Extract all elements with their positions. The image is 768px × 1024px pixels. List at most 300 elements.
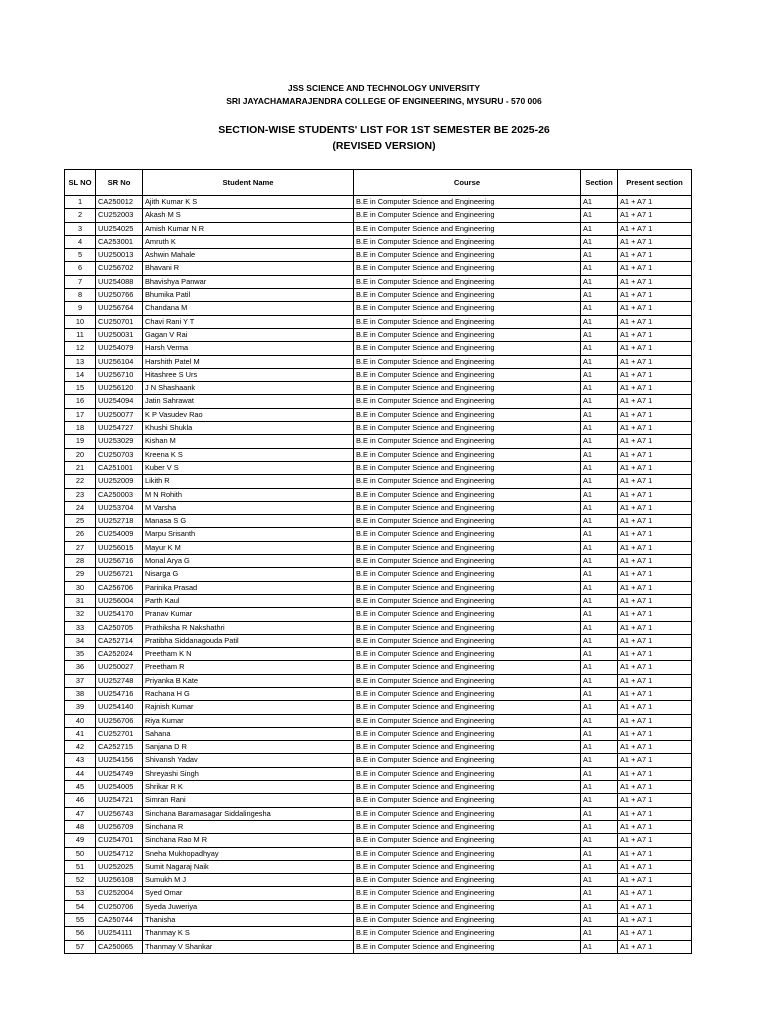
course-cell: B.E in Computer Science and Engineering	[354, 528, 581, 541]
student-name-cell: Sumit Nagaraj Naik	[143, 860, 354, 873]
sl-no-cell: 32	[65, 608, 96, 621]
student-name-cell: Khushi Shukla	[143, 422, 354, 435]
sr-no-cell: CU250703	[96, 448, 143, 461]
course-cell: B.E in Computer Science and Engineering	[354, 368, 581, 381]
sr-no-cell: UU254111	[96, 927, 143, 940]
course-cell: B.E in Computer Science and Engineering	[354, 209, 581, 222]
student-name-cell: Sinchana Baramasagar Siddalingesha	[143, 807, 354, 820]
sl-no-cell: 18	[65, 422, 96, 435]
course-cell: B.E in Computer Science and Engineering	[354, 754, 581, 767]
sr-no-cell: CA250003	[96, 488, 143, 501]
table-row	[65, 674, 692, 687]
sl-no-cell: 57	[65, 940, 96, 953]
student-name-cell: Likith R	[143, 475, 354, 488]
sl-no-cell: 44	[65, 767, 96, 780]
sr-no-cell: UU256108	[96, 874, 143, 887]
sl-no-cell: 53	[65, 887, 96, 900]
col-header-sr-no: SR No	[96, 170, 143, 196]
sr-no-cell: UU256104	[96, 355, 143, 368]
student-name-cell: M N Rohith	[143, 488, 354, 501]
sl-no-cell: 46	[65, 794, 96, 807]
sr-no-cell: UU254005	[96, 781, 143, 794]
sl-no-cell: 14	[65, 368, 96, 381]
sl-no-cell: 12	[65, 342, 96, 355]
sl-no-cell: 39	[65, 701, 96, 714]
student-name-cell: K P Vasudev Rao	[143, 408, 354, 421]
table-row	[65, 541, 692, 554]
student-name-cell: Syeda Juweriya	[143, 900, 354, 913]
student-name-cell: Sinchana R	[143, 820, 354, 833]
section-cell: A1	[581, 302, 618, 315]
student-name-cell: Kishan M	[143, 435, 354, 448]
sr-no-cell: CA253001	[96, 235, 143, 248]
section-cell: A1	[581, 328, 618, 341]
course-cell: B.E in Computer Science and Engineering	[354, 608, 581, 621]
sr-no-cell: UU254170	[96, 608, 143, 621]
section-cell: A1	[581, 408, 618, 421]
sl-no-cell: 52	[65, 874, 96, 887]
sl-no-cell: 47	[65, 807, 96, 820]
sr-no-cell: UU256710	[96, 368, 143, 381]
sr-no-cell: CU252701	[96, 727, 143, 740]
sl-no-cell: 31	[65, 594, 96, 607]
course-cell: B.E in Computer Science and Engineering	[354, 887, 581, 900]
student-name-cell: Parinika Prasad	[143, 581, 354, 594]
course-cell: B.E in Computer Science and Engineering	[354, 422, 581, 435]
sr-no-cell: UU256764	[96, 302, 143, 315]
table-row	[65, 328, 692, 341]
table-row	[65, 395, 692, 408]
section-cell: A1	[581, 528, 618, 541]
section-cell: A1	[581, 581, 618, 594]
present-section-cell: A1 + A7 1	[618, 355, 692, 368]
student-name-cell: Parth Kaul	[143, 594, 354, 607]
section-cell: A1	[581, 368, 618, 381]
student-name-cell: Chandana M	[143, 302, 354, 315]
student-name-cell: Sanjana D R	[143, 741, 354, 754]
section-cell: A1	[581, 355, 618, 368]
present-section-cell: A1 + A7 1	[618, 222, 692, 235]
course-cell: B.E in Computer Science and Engineering	[354, 196, 581, 209]
present-section-cell: A1 + A7 1	[618, 488, 692, 501]
sr-no-cell: UU254716	[96, 687, 143, 700]
course-cell: B.E in Computer Science and Engineering	[354, 701, 581, 714]
present-section-cell: A1 + A7 1	[618, 900, 692, 913]
table-row	[65, 741, 692, 754]
present-section-cell: A1 + A7 1	[618, 262, 692, 275]
sl-no-cell: 37	[65, 674, 96, 687]
present-section-cell: A1 + A7 1	[618, 860, 692, 873]
table-row	[65, 355, 692, 368]
present-section-cell: A1 + A7 1	[618, 368, 692, 381]
sr-no-cell: UU252748	[96, 674, 143, 687]
section-cell: A1	[581, 541, 618, 554]
course-cell: B.E in Computer Science and Engineering	[354, 927, 581, 940]
sr-no-cell: UU254140	[96, 701, 143, 714]
present-section-cell: A1 + A7 1	[618, 501, 692, 514]
course-cell: B.E in Computer Science and Engineering	[354, 328, 581, 341]
course-cell: B.E in Computer Science and Engineering	[354, 594, 581, 607]
table-row	[65, 820, 692, 833]
student-name-cell: Kuber V S	[143, 461, 354, 474]
course-cell: B.E in Computer Science and Engineering	[354, 475, 581, 488]
sl-no-cell: 10	[65, 315, 96, 328]
sl-no-cell: 17	[65, 408, 96, 421]
present-section-cell: A1 + A7 1	[618, 754, 692, 767]
student-name-cell: Priyanka B Kate	[143, 674, 354, 687]
table-row	[65, 807, 692, 820]
present-section-cell: A1 + A7 1	[618, 874, 692, 887]
course-cell: B.E in Computer Science and Engineering	[354, 275, 581, 288]
section-cell: A1	[581, 781, 618, 794]
student-name-cell: Shreyashi Singh	[143, 767, 354, 780]
student-name-cell: Ajith Kumar K S	[143, 196, 354, 209]
sl-no-cell: 43	[65, 754, 96, 767]
table-header-row	[65, 170, 692, 196]
sl-no-cell: 5	[65, 249, 96, 262]
present-section-cell: A1 + A7 1	[618, 461, 692, 474]
course-cell: B.E in Computer Science and Engineering	[354, 727, 581, 740]
sl-no-cell: 41	[65, 727, 96, 740]
section-cell: A1	[581, 422, 618, 435]
student-name-cell: Sneha Mukhopadhyay	[143, 847, 354, 860]
present-section-cell: A1 + A7 1	[618, 196, 692, 209]
sr-no-cell: UU250766	[96, 289, 143, 302]
section-cell: A1	[581, 927, 618, 940]
table-row	[65, 648, 692, 661]
sl-no-cell: 20	[65, 448, 96, 461]
student-name-cell: Shrikar R K	[143, 781, 354, 794]
table-row	[65, 914, 692, 927]
section-cell: A1	[581, 661, 618, 674]
course-cell: B.E in Computer Science and Engineering	[354, 914, 581, 927]
present-section-cell: A1 + A7 1	[618, 395, 692, 408]
col-header-sl-no: SL NO	[65, 170, 96, 196]
course-cell: B.E in Computer Science and Engineering	[354, 621, 581, 634]
section-cell: A1	[581, 262, 618, 275]
sr-no-cell: UU252718	[96, 515, 143, 528]
sl-no-cell: 22	[65, 475, 96, 488]
student-name-cell: Sumukh M J	[143, 874, 354, 887]
section-cell: A1	[581, 448, 618, 461]
table-row	[65, 408, 692, 421]
section-cell: A1	[581, 900, 618, 913]
present-section-cell: A1 + A7 1	[618, 408, 692, 421]
student-name-cell: Chavi Rani Y T	[143, 315, 354, 328]
student-name-cell: Gagan V Rai	[143, 328, 354, 341]
present-section-cell: A1 + A7 1	[618, 834, 692, 847]
table-row	[65, 488, 692, 501]
section-cell: A1	[581, 860, 618, 873]
section-cell: A1	[581, 249, 618, 262]
table-row	[65, 887, 692, 900]
sr-no-cell: UU254749	[96, 767, 143, 780]
sl-no-cell: 1	[65, 196, 96, 209]
table-row	[65, 342, 692, 355]
course-cell: B.E in Computer Science and Engineering	[354, 382, 581, 395]
section-cell: A1	[581, 235, 618, 248]
sl-no-cell: 49	[65, 834, 96, 847]
section-cell: A1	[581, 461, 618, 474]
course-cell: B.E in Computer Science and Engineering	[354, 408, 581, 421]
sr-no-cell: CA252714	[96, 634, 143, 647]
table-row	[65, 927, 692, 940]
section-cell: A1	[581, 687, 618, 700]
present-section-cell: A1 + A7 1	[618, 794, 692, 807]
table-row	[65, 422, 692, 435]
sl-no-cell: 13	[65, 355, 96, 368]
student-name-cell: Sinchana Rao M R	[143, 834, 354, 847]
student-name-cell: M Varsha	[143, 501, 354, 514]
sl-no-cell: 50	[65, 847, 96, 860]
course-cell: B.E in Computer Science and Engineering	[354, 767, 581, 780]
student-list-table	[64, 169, 692, 954]
present-section-cell: A1 + A7 1	[618, 701, 692, 714]
student-name-cell: Thanmay V Shankar	[143, 940, 354, 953]
sl-no-cell: 9	[65, 302, 96, 315]
sr-no-cell: CU252003	[96, 209, 143, 222]
course-cell: B.E in Computer Science and Engineering	[354, 714, 581, 727]
present-section-cell: A1 + A7 1	[618, 475, 692, 488]
table-row	[65, 594, 692, 607]
section-cell: A1	[581, 648, 618, 661]
sr-no-cell: UU256004	[96, 594, 143, 607]
present-section-cell: A1 + A7 1	[618, 289, 692, 302]
sr-no-cell: UU253029	[96, 435, 143, 448]
table-row	[65, 262, 692, 275]
present-section-cell: A1 + A7 1	[618, 594, 692, 607]
course-cell: B.E in Computer Science and Engineering	[354, 874, 581, 887]
student-name-cell: Marpu Srisanth	[143, 528, 354, 541]
table-row	[65, 621, 692, 634]
section-cell: A1	[581, 820, 618, 833]
table-row	[65, 781, 692, 794]
course-cell: B.E in Computer Science and Engineering	[354, 515, 581, 528]
present-section-cell: A1 + A7 1	[618, 847, 692, 860]
table-row	[65, 860, 692, 873]
section-cell: A1	[581, 315, 618, 328]
sr-no-cell: CA250744	[96, 914, 143, 927]
table-row	[65, 581, 692, 594]
sl-no-cell: 45	[65, 781, 96, 794]
present-section-cell: A1 + A7 1	[618, 581, 692, 594]
table-row	[65, 435, 692, 448]
student-name-cell: Kreena K S	[143, 448, 354, 461]
table-row	[65, 847, 692, 860]
sr-no-cell: CA250065	[96, 940, 143, 953]
section-cell: A1	[581, 488, 618, 501]
course-cell: B.E in Computer Science and Engineering	[354, 648, 581, 661]
student-name-cell: Ashwin Mahale	[143, 249, 354, 262]
present-section-cell: A1 + A7 1	[618, 887, 692, 900]
present-section-cell: A1 + A7 1	[618, 275, 692, 288]
sl-no-cell: 26	[65, 528, 96, 541]
present-section-cell: A1 + A7 1	[618, 209, 692, 222]
table-row	[65, 568, 692, 581]
course-cell: B.E in Computer Science and Engineering	[354, 687, 581, 700]
sr-no-cell: UU256706	[96, 714, 143, 727]
present-section-cell: A1 + A7 1	[618, 528, 692, 541]
course-cell: B.E in Computer Science and Engineering	[354, 900, 581, 913]
present-section-cell: A1 + A7 1	[618, 235, 692, 248]
section-cell: A1	[581, 501, 618, 514]
sr-no-cell: UU256709	[96, 820, 143, 833]
table-row	[65, 196, 692, 209]
student-name-cell: Monal Arya G	[143, 555, 354, 568]
present-section-cell: A1 + A7 1	[618, 741, 692, 754]
section-cell: A1	[581, 794, 618, 807]
sr-no-cell: CU250706	[96, 900, 143, 913]
section-cell: A1	[581, 847, 618, 860]
table-row	[65, 701, 692, 714]
section-cell: A1	[581, 621, 618, 634]
course-cell: B.E in Computer Science and Engineering	[354, 940, 581, 953]
sl-no-cell: 30	[65, 581, 96, 594]
present-section-cell: A1 + A7 1	[618, 515, 692, 528]
sr-no-cell: UU254025	[96, 222, 143, 235]
present-section-cell: A1 + A7 1	[618, 448, 692, 461]
course-cell: B.E in Computer Science and Engineering	[354, 488, 581, 501]
present-section-cell: A1 + A7 1	[618, 714, 692, 727]
course-cell: B.E in Computer Science and Engineering	[354, 249, 581, 262]
present-section-cell: A1 + A7 1	[618, 621, 692, 634]
sl-no-cell: 23	[65, 488, 96, 501]
sr-no-cell: CU254009	[96, 528, 143, 541]
table-row	[65, 249, 692, 262]
sr-no-cell: UU256015	[96, 541, 143, 554]
sr-no-cell: UU256743	[96, 807, 143, 820]
sl-no-cell: 21	[65, 461, 96, 474]
present-section-cell: A1 + A7 1	[618, 687, 692, 700]
present-section-cell: A1 + A7 1	[618, 807, 692, 820]
sr-no-cell: UU254156	[96, 754, 143, 767]
sr-no-cell: CA250012	[96, 196, 143, 209]
section-cell: A1	[581, 701, 618, 714]
sl-no-cell: 11	[65, 328, 96, 341]
sl-no-cell: 35	[65, 648, 96, 661]
table-row	[65, 515, 692, 528]
present-section-cell: A1 + A7 1	[618, 541, 692, 554]
section-cell: A1	[581, 634, 618, 647]
course-cell: B.E in Computer Science and Engineering	[354, 807, 581, 820]
student-name-cell: Nisarga G	[143, 568, 354, 581]
sl-no-cell: 4	[65, 235, 96, 248]
sl-no-cell: 56	[65, 927, 96, 940]
section-cell: A1	[581, 222, 618, 235]
table-row	[65, 754, 692, 767]
document-subtitle: (REVISED VERSION)	[332, 140, 436, 152]
present-section-cell: A1 + A7 1	[618, 608, 692, 621]
sr-no-cell: UU254727	[96, 422, 143, 435]
present-section-cell: A1 + A7 1	[618, 555, 692, 568]
section-cell: A1	[581, 382, 618, 395]
sl-no-cell: 19	[65, 435, 96, 448]
course-cell: B.E in Computer Science and Engineering	[354, 674, 581, 687]
student-name-cell: Amruth K	[143, 235, 354, 248]
sr-no-cell: UU254721	[96, 794, 143, 807]
present-section-cell: A1 + A7 1	[618, 781, 692, 794]
course-cell: B.E in Computer Science and Engineering	[354, 741, 581, 754]
sl-no-cell: 38	[65, 687, 96, 700]
student-name-cell: Preetham R	[143, 661, 354, 674]
sl-no-cell: 25	[65, 515, 96, 528]
sr-no-cell: CA251001	[96, 461, 143, 474]
table-row	[65, 461, 692, 474]
sl-no-cell: 54	[65, 900, 96, 913]
student-name-cell: Sahana	[143, 727, 354, 740]
sl-no-cell: 51	[65, 860, 96, 873]
student-name-cell: Bhavishya Panwar	[143, 275, 354, 288]
student-name-cell: Rachana H G	[143, 687, 354, 700]
sr-no-cell: UU252009	[96, 475, 143, 488]
course-cell: B.E in Computer Science and Engineering	[354, 834, 581, 847]
sr-no-cell: UU256716	[96, 555, 143, 568]
section-cell: A1	[581, 834, 618, 847]
student-name-cell: Bhumika Patil	[143, 289, 354, 302]
sl-no-cell: 6	[65, 262, 96, 275]
section-cell: A1	[581, 275, 618, 288]
table-row	[65, 714, 692, 727]
section-cell: A1	[581, 914, 618, 927]
col-header-present-section: Present section	[618, 170, 692, 196]
sl-no-cell: 33	[65, 621, 96, 634]
course-cell: B.E in Computer Science and Engineering	[354, 448, 581, 461]
table-row	[65, 555, 692, 568]
table-row	[65, 501, 692, 514]
table-row	[65, 940, 692, 953]
course-cell: B.E in Computer Science and Engineering	[354, 781, 581, 794]
section-cell: A1	[581, 515, 618, 528]
student-name-cell: Jatin Sahrawat	[143, 395, 354, 408]
course-cell: B.E in Computer Science and Engineering	[354, 355, 581, 368]
student-name-cell: Amish Kumar N R	[143, 222, 354, 235]
section-cell: A1	[581, 435, 618, 448]
course-cell: B.E in Computer Science and Engineering	[354, 395, 581, 408]
course-cell: B.E in Computer Science and Engineering	[354, 315, 581, 328]
table-row	[65, 475, 692, 488]
col-header-student-name: Student Name	[143, 170, 354, 196]
sr-no-cell: UU250077	[96, 408, 143, 421]
student-name-cell: Pratibha Siddanagouda Patil	[143, 634, 354, 647]
document-title: SECTION-WISE STUDENTS' LIST FOR 1ST SEMESTER BE 2025-26	[218, 124, 550, 136]
course-cell: B.E in Computer Science and Engineering	[354, 820, 581, 833]
student-name-cell: Riya Kumar	[143, 714, 354, 727]
section-cell: A1	[581, 754, 618, 767]
sr-no-cell: CA256706	[96, 581, 143, 594]
section-cell: A1	[581, 196, 618, 209]
sr-no-cell: CA252715	[96, 741, 143, 754]
section-cell: A1	[581, 342, 618, 355]
table-row	[65, 900, 692, 913]
course-cell: B.E in Computer Science and Engineering	[354, 222, 581, 235]
student-name-cell: Syed Omar	[143, 887, 354, 900]
present-section-cell: A1 + A7 1	[618, 767, 692, 780]
table-row	[65, 368, 692, 381]
course-cell: B.E in Computer Science and Engineering	[354, 435, 581, 448]
table-row	[65, 794, 692, 807]
present-section-cell: A1 + A7 1	[618, 249, 692, 262]
present-section-cell: A1 + A7 1	[618, 435, 692, 448]
section-cell: A1	[581, 714, 618, 727]
sl-no-cell: 28	[65, 555, 96, 568]
sl-no-cell: 48	[65, 820, 96, 833]
student-name-cell: Bhavani R	[143, 262, 354, 275]
sr-no-cell: UU250027	[96, 661, 143, 674]
table-row	[65, 608, 692, 621]
sl-no-cell: 2	[65, 209, 96, 222]
section-cell: A1	[581, 568, 618, 581]
present-section-cell: A1 + A7 1	[618, 914, 692, 927]
